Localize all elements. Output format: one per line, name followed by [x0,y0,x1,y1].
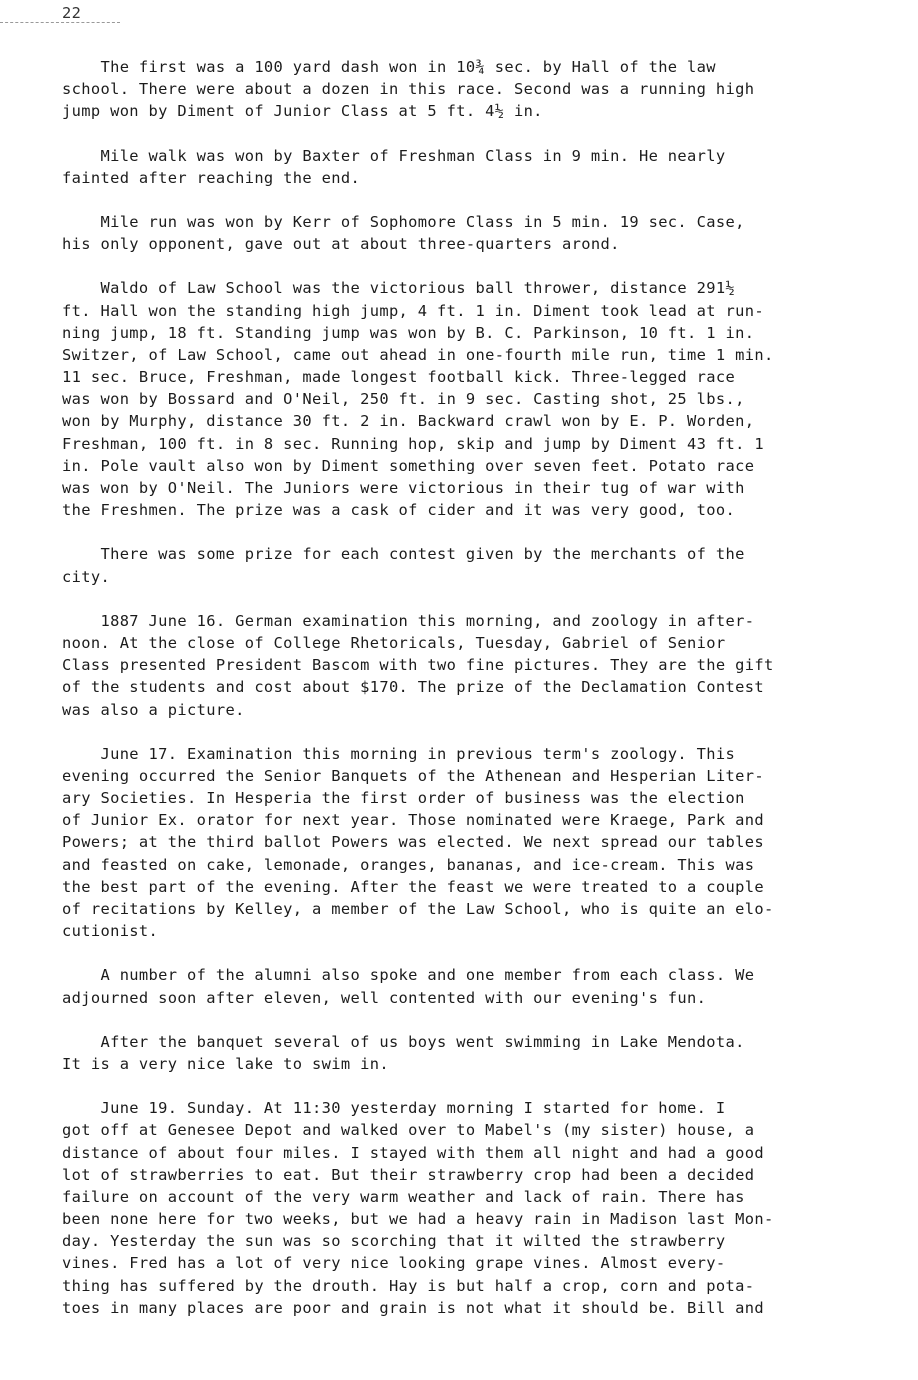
text-line: was won by Bossard and O'Neil, 250 ft. in 9 sec. Casting shot, 25 lbs., [62,390,745,409]
text-line: in. Pole vault also won by Diment something over seven feet. Potato race [62,456,755,475]
text-line: toes in many places are poor and grain is not what it should be. Bill and [62,1298,764,1317]
text-line: of the students and cost about $170. The prize of the Declamation Contest [62,678,764,697]
text-line: and feasted on cake, lemonade, oranges, bananas, and ice-cream. This was [62,855,755,874]
text-line: June 17. Examination this morning in previous term's zoology. This [62,744,736,763]
text-line: Class presented President Bascom with two fine pictures. They are the gift [62,656,774,675]
page-edge-mark [0,22,120,24]
text-line: of Junior Ex. orator for next year. Those nominated were Kraege, Park and [62,811,764,830]
text-line: 11 sec. Bruce, Freshman, made longest football kick. Three-legged race [62,368,736,387]
text-line: thing has suffered by the drouth. Hay is but half a crop, corn and pota- [62,1276,755,1295]
paragraph [62,1031,892,1075]
paragraph [62,145,892,189]
text-line: been none here for two weeks, but we had a heavy rain in Madison last Mon- [62,1210,774,1229]
text-line: of recitations by Kelley, a member of the Law School, who is quite an elo- [62,900,774,918]
text-line: the best part of the evening. After the feast we were treated to a couple [62,877,764,896]
text-line: got off at Genesee Depot and walked over to Mabel's (my sister) house, a [62,1121,755,1140]
text-line: A number of the alumni also spoke and one member from each class. We [62,966,755,985]
text-line: It is a very nice lake to swim in. [62,1054,389,1073]
text-line: evening occurred the Senior Banquets of the Athenean and Hesperian Liter- [62,766,764,785]
text-line: lot of strawberries to eat. But their strawberry crop had been a decided [62,1165,755,1184]
text-line: Freshman, 100 ft. in 8 sec. Running hop, skip and jump by Diment 43 ft. 1 [62,434,764,453]
text-line: ning jump, 18 ft. Standing jump was won by B. C. Parkinson, 10 ft. 1 in. [62,323,755,342]
text-line: noon. At the close of College Rhetoricals, Tuesday, Gabriel of Senior [62,633,726,652]
paragraph [62,211,892,255]
text-line: ary Societies. In Hesperia the first order of business was the election [62,789,745,808]
page-number: 22 [62,4,82,22]
text-line: jump won by Diment of Junior Class at 5 ft. 4½ in. [62,102,543,121]
text-line: distance of about four miles. I stayed with them all night and had a good [62,1143,764,1162]
text-line: 1887 June 16. German examination this morning, and zoology in after- [62,611,755,630]
text-line: June 19. Sunday. At 11:30 yesterday morning I started for home. I [62,1099,726,1118]
text-line: day. Yesterday the sun was so scorching that it wilted the strawberry [62,1232,726,1251]
paragraph [62,743,892,943]
text-line: was also a picture. [62,700,245,719]
text-line: vines. Fred has a lot of very nice looking grape vines. Almost every- [62,1254,726,1273]
text-line: Powers; at the third ballot Powers was elected. We next spread our tables [62,833,764,852]
text-line: Switzer, of Law School, came out ahead in one-fourth mile run, time 1 min. [62,345,774,364]
paragraph [62,56,892,123]
text-line: fainted after reaching the end. [62,168,361,187]
text-line: Waldo of Law School was the victorious ball thrower, distance 291½ [62,279,736,298]
text-line: adjourned soon after eleven, well contented with our evening's fun. [62,988,707,1007]
text-line: Mile run was won by Kerr of Sophomore Class in 5 min. 19 sec. Case, [62,212,745,231]
document-body [62,56,892,1341]
text-line: city. [62,567,111,586]
paragraph [62,1097,892,1319]
text-line: ft. Hall won the standing high jump, 4 ft. 1 in. Diment took lead at run- [62,301,764,320]
text-line: school. There were about a dozen in this race. Second was a running high [62,80,755,99]
text-line: failure on account of the very warm weather and lack of rain. There has [62,1187,745,1206]
text-line: the Freshmen. The prize was a cask of cider and it was very good, too. [62,501,736,520]
text-line: After the banquet several of us boys went swimming in Lake Mendota. [62,1032,745,1051]
text-line: cutionist. [62,922,159,941]
text-line: Mile walk was won by Baxter of Freshman Class in 9 min. He nearly [62,146,726,165]
paragraph [62,543,892,587]
text-line: his only opponent, gave out at about three-quarters arond. [62,235,620,254]
paragraph [62,277,892,521]
text-line: was won by O'Neil. The Juniors were victorious in their tug of war with [62,479,745,497]
paragraph [62,964,892,1008]
text-line: There was some prize for each contest given by the merchants of the [62,545,745,564]
text-line: won by Murphy, distance 30 ft. 2 in. Backward crawl won by E. P. Worden, [62,412,755,431]
text-line: The first was a 100 yard dash won in 10¾ sec. by Hall of the law [62,58,716,76]
paragraph [62,610,892,721]
